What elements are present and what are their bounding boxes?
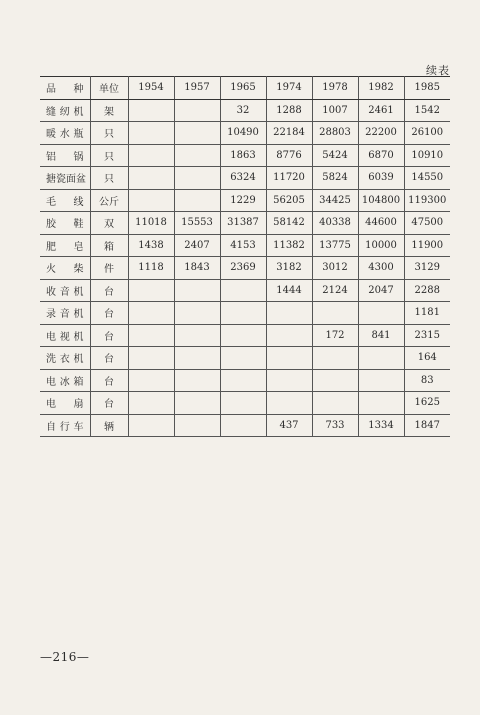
row-value-cell: 1843 <box>174 257 220 280</box>
table-row <box>40 234 450 257</box>
row-value-cell: 2407 <box>174 234 220 257</box>
row-value-cell <box>128 99 174 122</box>
row-value-cell: 164 <box>404 347 450 370</box>
row-value-cell: 26100 <box>404 122 450 145</box>
header-year-1985: 1985 <box>404 77 450 100</box>
row-item-name: 录音机 <box>40 302 90 325</box>
row-unit: 台 <box>90 302 128 325</box>
row-item-name: 毛线 <box>40 189 90 212</box>
table-row <box>40 189 450 212</box>
row-value-cell <box>128 369 174 392</box>
header-item: 品种 <box>40 77 90 100</box>
table-row <box>40 122 450 145</box>
table-row <box>40 347 450 370</box>
row-value-cell <box>174 122 220 145</box>
table-row <box>40 144 450 167</box>
row-value-cell: 172 <box>312 324 358 347</box>
row-value-cell: 22200 <box>358 122 404 145</box>
row-value-cell: 5824 <box>312 167 358 190</box>
row-value-cell: 2315 <box>404 324 450 347</box>
row-value-cell <box>266 347 312 370</box>
row-value-cell <box>174 144 220 167</box>
row-item-name: 铝锅 <box>40 144 90 167</box>
row-value-cell: 1181 <box>404 302 450 325</box>
table-row <box>40 99 450 122</box>
row-item-name: 暖水瓶 <box>40 122 90 145</box>
row-value-cell <box>174 189 220 212</box>
row-value-cell: 1118 <box>128 257 174 280</box>
header-year-1982: 1982 <box>358 77 404 100</box>
page-number: —216— <box>40 650 90 664</box>
row-value-cell <box>266 369 312 392</box>
row-value-cell <box>220 414 266 437</box>
row-value-cell <box>312 369 358 392</box>
row-value-cell: 32 <box>220 99 266 122</box>
row-value-cell <box>128 324 174 347</box>
table-continued-caption: 续表 <box>426 64 450 77</box>
row-value-cell <box>174 347 220 370</box>
row-value-cell: 44600 <box>358 212 404 235</box>
row-value-cell <box>220 392 266 415</box>
row-value-cell: 10910 <box>404 144 450 167</box>
row-unit: 件 <box>90 257 128 280</box>
row-value-cell: 733 <box>312 414 358 437</box>
row-value-cell <box>312 347 358 370</box>
row-value-cell: 2124 <box>312 279 358 302</box>
row-value-cell <box>128 189 174 212</box>
row-value-cell: 1334 <box>358 414 404 437</box>
row-value-cell <box>174 167 220 190</box>
row-value-cell: 1438 <box>128 234 174 257</box>
row-value-cell: 841 <box>358 324 404 347</box>
row-value-cell: 47500 <box>404 212 450 235</box>
row-unit: 台 <box>90 347 128 370</box>
row-value-cell: 40338 <box>312 212 358 235</box>
row-value-cell: 1229 <box>220 189 266 212</box>
row-item-name: 火柴 <box>40 257 90 280</box>
row-value-cell: 8776 <box>266 144 312 167</box>
row-value-cell <box>128 302 174 325</box>
row-unit: 只 <box>90 167 128 190</box>
row-value-cell <box>174 414 220 437</box>
table-row <box>40 302 450 325</box>
row-value-cell: 28803 <box>312 122 358 145</box>
row-value-cell: 1444 <box>266 279 312 302</box>
row-unit: 只 <box>90 144 128 167</box>
row-unit: 双 <box>90 212 128 235</box>
row-value-cell: 11382 <box>266 234 312 257</box>
row-value-cell <box>266 324 312 347</box>
row-value-cell: 1847 <box>404 414 450 437</box>
row-value-cell <box>220 302 266 325</box>
row-item-name: 收音机 <box>40 279 90 302</box>
row-value-cell: 34425 <box>312 189 358 212</box>
row-value-cell: 1007 <box>312 99 358 122</box>
row-unit: 台 <box>90 369 128 392</box>
header-year-1965: 1965 <box>220 77 266 100</box>
row-item-name: 自行车 <box>40 414 90 437</box>
table-row <box>40 279 450 302</box>
row-value-cell: 1625 <box>404 392 450 415</box>
row-value-cell: 22184 <box>266 122 312 145</box>
row-value-cell: 11018 <box>128 212 174 235</box>
row-unit: 台 <box>90 392 128 415</box>
row-value-cell <box>128 414 174 437</box>
row-value-cell: 6870 <box>358 144 404 167</box>
row-value-cell: 4300 <box>358 257 404 280</box>
row-value-cell: 58142 <box>266 212 312 235</box>
row-value-cell <box>358 347 404 370</box>
header-unit: 单位 <box>90 77 128 100</box>
table-row <box>40 212 450 235</box>
row-item-name: 电冰箱 <box>40 369 90 392</box>
table-row <box>40 414 450 437</box>
row-unit: 台 <box>90 279 128 302</box>
table-row <box>40 369 450 392</box>
row-item-name: 洗衣机 <box>40 347 90 370</box>
row-unit: 公斤 <box>90 189 128 212</box>
row-value-cell <box>174 279 220 302</box>
row-value-cell <box>266 392 312 415</box>
statistics-table <box>40 76 450 437</box>
header-year-1954: 1954 <box>128 77 174 100</box>
row-value-cell: 119300 <box>404 189 450 212</box>
row-value-cell: 13775 <box>312 234 358 257</box>
row-value-cell <box>220 324 266 347</box>
row-value-cell <box>128 144 174 167</box>
row-value-cell: 10490 <box>220 122 266 145</box>
row-value-cell <box>128 392 174 415</box>
row-unit: 台 <box>90 324 128 347</box>
row-value-cell: 15553 <box>174 212 220 235</box>
table-header-row <box>40 77 450 100</box>
row-item-name: 胶鞋 <box>40 212 90 235</box>
row-value-cell: 2369 <box>220 257 266 280</box>
row-unit: 辆 <box>90 414 128 437</box>
row-value-cell: 6039 <box>358 167 404 190</box>
row-value-cell: 3129 <box>404 257 450 280</box>
row-value-cell: 11720 <box>266 167 312 190</box>
table-row <box>40 324 450 347</box>
row-value-cell <box>312 392 358 415</box>
row-value-cell <box>220 369 266 392</box>
row-value-cell <box>128 122 174 145</box>
row-item-name: 搪瓷面盆 <box>40 167 90 190</box>
row-value-cell: 1542 <box>404 99 450 122</box>
row-value-cell: 2288 <box>404 279 450 302</box>
row-item-name: 电视机 <box>40 324 90 347</box>
row-value-cell: 11900 <box>404 234 450 257</box>
row-value-cell <box>266 302 312 325</box>
row-value-cell <box>174 99 220 122</box>
row-value-cell: 31387 <box>220 212 266 235</box>
row-value-cell: 6324 <box>220 167 266 190</box>
row-value-cell: 1288 <box>266 99 312 122</box>
row-value-cell: 14550 <box>404 167 450 190</box>
header-year-1978: 1978 <box>312 77 358 100</box>
row-value-cell <box>312 302 358 325</box>
row-unit: 架 <box>90 99 128 122</box>
row-value-cell: 437 <box>266 414 312 437</box>
row-item-name: 肥皂 <box>40 234 90 257</box>
row-value-cell: 104800 <box>358 189 404 212</box>
row-value-cell: 56205 <box>266 189 312 212</box>
row-value-cell <box>174 324 220 347</box>
row-value-cell <box>128 167 174 190</box>
row-value-cell: 2047 <box>358 279 404 302</box>
header-year-1957: 1957 <box>174 77 220 100</box>
row-value-cell: 2461 <box>358 99 404 122</box>
row-value-cell <box>128 279 174 302</box>
row-value-cell: 3012 <box>312 257 358 280</box>
row-value-cell: 4153 <box>220 234 266 257</box>
row-value-cell <box>174 392 220 415</box>
table-row <box>40 257 450 280</box>
row-item-name: 缝纫机 <box>40 99 90 122</box>
row-value-cell <box>358 302 404 325</box>
row-unit: 只 <box>90 122 128 145</box>
row-value-cell: 10000 <box>358 234 404 257</box>
row-value-cell <box>174 369 220 392</box>
table-row <box>40 167 450 190</box>
row-value-cell <box>220 347 266 370</box>
row-value-cell <box>174 302 220 325</box>
row-value-cell: 5424 <box>312 144 358 167</box>
row-value-cell: 1863 <box>220 144 266 167</box>
row-item-name: 电扇 <box>40 392 90 415</box>
table-row <box>40 392 450 415</box>
header-year-1974: 1974 <box>266 77 312 100</box>
table-body <box>40 99 450 437</box>
row-value-cell: 83 <box>404 369 450 392</box>
row-value-cell: 3182 <box>266 257 312 280</box>
row-value-cell <box>358 392 404 415</box>
row-value-cell <box>128 347 174 370</box>
row-value-cell <box>220 279 266 302</box>
row-value-cell <box>358 369 404 392</box>
row-unit: 箱 <box>90 234 128 257</box>
